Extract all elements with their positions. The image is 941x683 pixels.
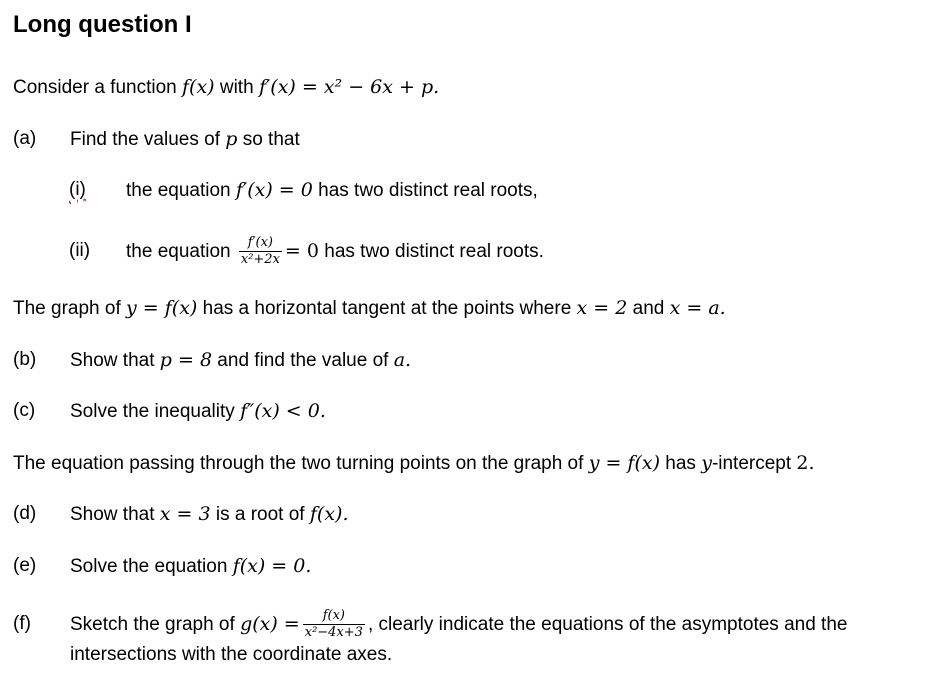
- part-a-ii-text1: the equation: [126, 241, 236, 262]
- part-b-label: (b): [13, 349, 37, 370]
- eq-stmt-text2: has: [660, 453, 702, 474]
- part-a-i-text2: has two distinct real roots,: [312, 180, 538, 201]
- eq-stmt-text3: -intercept: [711, 453, 797, 474]
- part-f-label: (f): [13, 613, 31, 634]
- part-a-text2: so that: [237, 129, 300, 150]
- part-a-ii-math: = 0: [284, 240, 319, 262]
- part-a-math-p: p: [225, 128, 238, 150]
- intro-math-derivative: f′(x) = x² − 6x + p.: [258, 76, 440, 98]
- part-b-text2: and find the value of: [212, 350, 394, 371]
- part-f-text2: , clearly indicate the equations of the asymptotes and the: [367, 614, 848, 635]
- eq-stmt-math3: 2.: [796, 452, 815, 474]
- part-a-ii-label: (ii): [69, 240, 91, 261]
- part-b-math2: a.: [393, 349, 412, 371]
- intro-line: [13, 75, 439, 100]
- graph-stmt-text1: The graph of: [13, 298, 127, 319]
- part-a-text: [70, 127, 300, 152]
- fraction-denominator: x²−4x+3: [304, 625, 363, 641]
- part-d-text2: is a root of: [210, 504, 310, 525]
- part-e-math1: f(x) = 0.: [232, 555, 312, 577]
- graph-stmt-math1: y = f(x): [126, 297, 198, 319]
- eq-stmt-math1: y = f(x): [588, 452, 660, 474]
- intro-math-fx: f(x): [182, 76, 215, 98]
- part-a-ii-text: [126, 231, 544, 272]
- part-a-ii-fraction: [239, 236, 282, 267]
- part-c-label: (c): [13, 400, 36, 421]
- part-c-text1: Solve the inequality: [70, 401, 241, 422]
- part-a-label: (a): [13, 128, 37, 149]
- part-a-i-text: [126, 178, 538, 203]
- part-b-text: [70, 348, 411, 373]
- part-f-line2: intersections with the coordinate axes.: [70, 644, 393, 665]
- part-c-text: [70, 399, 326, 424]
- part-e-text: [70, 554, 311, 579]
- part-c-math1: f″(x) < 0.: [240, 400, 326, 422]
- part-d-text1: Show that: [70, 504, 160, 525]
- part-a-ii-text2: has two distinct real roots.: [318, 241, 544, 262]
- part-d-math1: x = 3: [159, 503, 211, 525]
- graph-stmt-math2: x = 2: [576, 297, 628, 319]
- part-b-text1: Show that: [70, 350, 160, 371]
- graph-statement: [13, 296, 726, 321]
- part-e-text1: Solve the equation: [70, 556, 233, 577]
- fraction-numerator: f(x): [303, 609, 365, 625]
- part-a-text1: Find the values of: [70, 129, 226, 150]
- part-b-math1: p = 8: [159, 349, 213, 371]
- part-d-text: [70, 502, 349, 527]
- part-d-label: (d): [13, 503, 37, 524]
- equation-statement: [13, 451, 815, 476]
- part-a-i-math: f′(x) = 0: [235, 179, 313, 201]
- graph-stmt-text3: and: [627, 298, 670, 319]
- eq-stmt-math2: y: [701, 452, 712, 474]
- part-a-i-label: [69, 178, 86, 202]
- part-f-text1: Sketch the graph of: [70, 614, 241, 635]
- part-e-label: (e): [13, 555, 37, 576]
- question-title: Long question I: [13, 11, 192, 38]
- part-d-math2: f(x).: [309, 503, 349, 525]
- fraction-numerator: f′(x): [239, 236, 282, 252]
- intro-text: Consider a function: [13, 77, 182, 98]
- graph-stmt-text2: has a horizontal tangent at the points where: [197, 298, 577, 319]
- fraction-denominator: x²+2x: [240, 252, 280, 268]
- graph-stmt-math3: x = a.: [669, 297, 726, 319]
- part-a-i-text1: the equation: [126, 180, 236, 201]
- part-f-text: [70, 604, 847, 645]
- eq-stmt-text1: The equation passing through the two turning points on the graph of: [13, 453, 589, 474]
- part-f-math1: g(x) =: [240, 613, 300, 635]
- part-f-fraction: [303, 609, 365, 640]
- part-a-i-label-text: (i): [69, 179, 86, 200]
- intro-text: with: [214, 77, 259, 98]
